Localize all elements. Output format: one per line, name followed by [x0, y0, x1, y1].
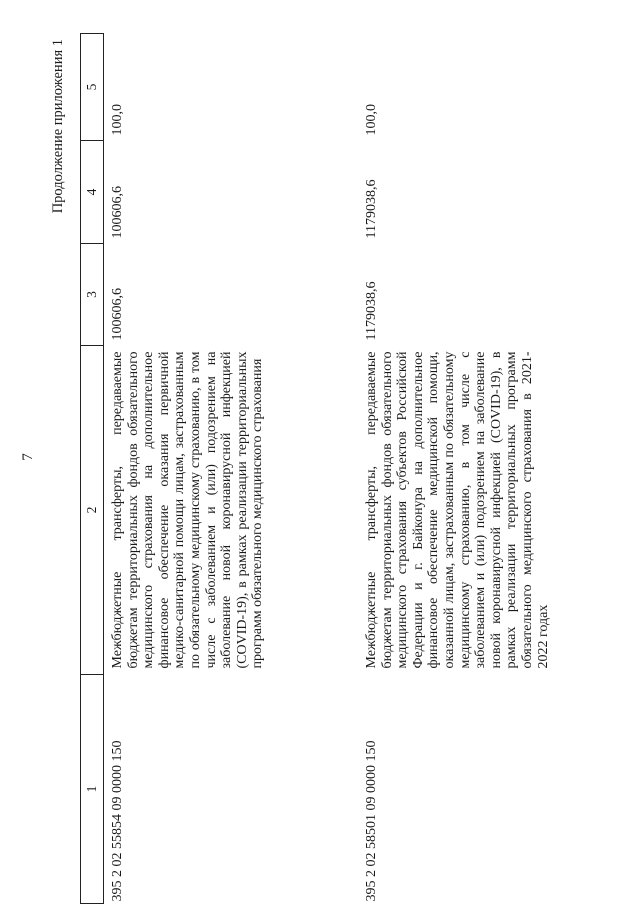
appendix-caption: Продолжение приложения 1	[50, 39, 66, 214]
table-header-row	[81, 34, 104, 904]
column-header-2: 2	[81, 346, 104, 675]
column-header-5: 5	[81, 34, 104, 141]
value-cell-col5: 100,0	[364, 104, 379, 136]
budget-code-cell: 395 2 02 55854 09 0000 150	[110, 740, 125, 902]
description-cell: Межбюджетные трансферты, передаваемые бюджетам территориальных фондов обязательного медицинского страхования на дополнительное финансовое обеспечение оказания первичной медико-санитарной помощи лицам, застрахованным по обязательному медицинскому страхованию, в том числе с заболеванием и (или) подозрением на заболевание новой коронавирусной инфекцией (COVID-19), в рамках реализации территориальных программ обязательного медицинского страхования	[110, 351, 266, 669]
page-number: 7	[20, 453, 36, 461]
transfers-table	[80, 33, 614, 904]
column-header-4: 4	[81, 141, 104, 244]
table-row	[104, 34, 359, 904]
table-row	[358, 34, 614, 904]
budget-code-cell: 395 2 02 58501 09 0000 150	[364, 740, 379, 902]
column-header-3: 3	[81, 244, 104, 346]
value-cell-col4: 1179038,6	[364, 179, 379, 239]
value-cell-col3: 100606,6	[110, 288, 125, 341]
value-cell-col5: 100,0	[110, 104, 125, 136]
value-cell-col3: 1179038,6	[364, 281, 379, 341]
value-cell-col4: 100606,6	[110, 186, 125, 239]
column-header-1: 1	[81, 675, 104, 904]
description-cell: Межбюджетные трансферты, передаваемые бюджетам территориальных фондов обязательного медицинского страхования субъектов Российской Федерации и г. Байконура на дополнительное финансовое обеспечение медицинской помощи, оказанной лицам, застрахованным по обязательному медицинскому страхованию, в том числе с заболеванием и (или) подозрением на заболевание новой коронавирусной инфекцией (COVID-19), в рамках реализации территориальных программ обязательного медицинского страхования в 2021-2022 годах	[364, 351, 551, 669]
